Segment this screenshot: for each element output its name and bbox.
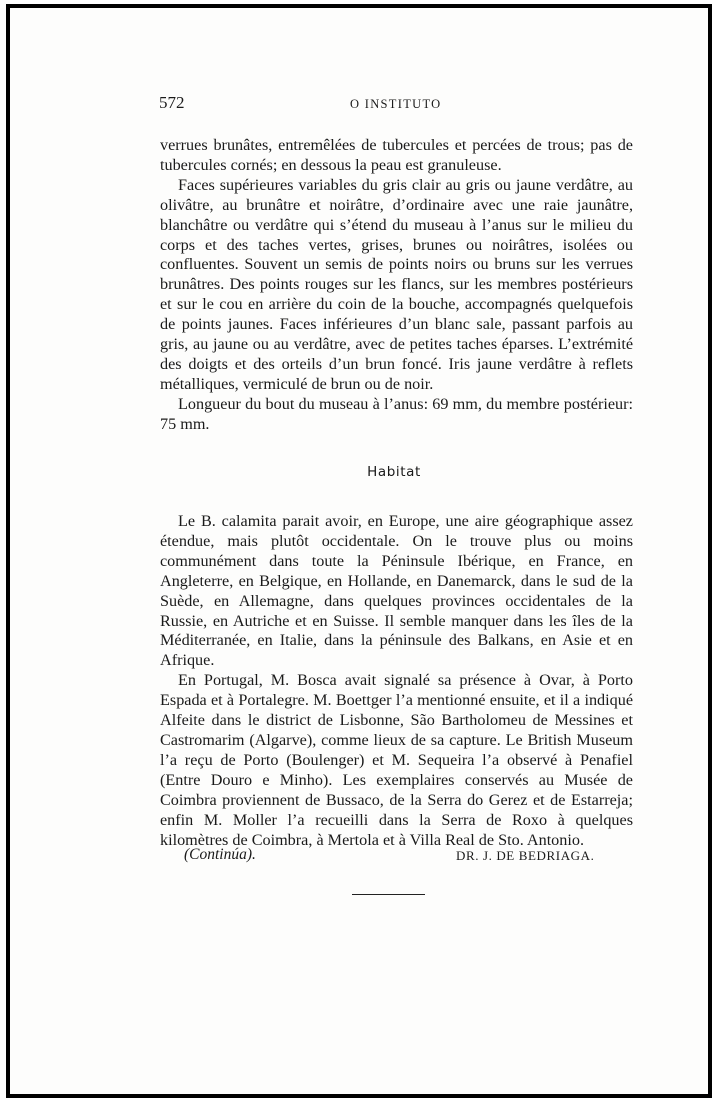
page-number: 572 — [159, 93, 185, 112]
habitat-section — [160, 512, 633, 850]
section-heading-habitat: Habitat — [367, 464, 421, 480]
continued-note: (Continúa). — [184, 846, 256, 863]
habitat-paragraph: Le B. calamita parait avoir, en Europe, une aire géographique assez étendue, mais plutôt occidentale. On le trouve plus ou moins communément dans toute la Péninsule Ibérique, en France, en Angleterre, en Belgique, en Hollande, en Danemarck, dans le sud de la Suède, en Allemagne, dans quelques provinces occidentales de la Russie, en Autriche et en Suisse. Il semble manquer dans les îles de la Méditerranée, en Italie, dans la péninsule des Balkans, en Asie et en Afrique. — [160, 512, 633, 670]
description-paragraph: Longueur du bout du museau à l’anus: 69 mm, du membre postérieur: 75 mm. — [160, 394, 633, 433]
habitat-paragraph: En Portugal, M. Bosca avait signalé sa présence à Ovar, à Porto Espada et à Portalegre. M. Boettger l’a mentionné ensuite, et il a indiqué Alfeite dans le district de Lisbonne, São Bartholomeu de Messines et Castromarim (Algarve), comme lieux de sa capture. Le British Museum l’a reçu de Porto (Boulenger) et M. Sequeira l’a observé à Penafiel (Entre Douro e Minho). Les exemplaires conservés au Musée de Coimbra proviennent de Bussaco, de la Serra do Gerez et de Estarreja; enfin M. Moller l’a recueilli dans la Serra de Roxo à quelques kilomètres de Coimbra, à Mertola et à Villa Real de Sto. Antonio. — [160, 671, 633, 849]
description-paragraph: verrues brunâtes, entremêlées de tubercules et percées de trous; pas de tubercules cornés; en dessous la peau est granuleuse. — [160, 136, 633, 174]
description-section — [160, 136, 633, 435]
description-paragraph: Faces supérieures variables du gris clair au gris ou jaune verdâtre, au olivâtre, au brunâtre et noirâtre, d’ordinaire avec une raie jaunâtre, blanchâtre ou verdâtre qui s’étend du museau à l’anus sur le milieu du corps et des taches vertes, grises, brunes ou noirâtres, isolées ou confluentes. Souvent un semis de points noirs ou bruns sur les verrues brunâtres. Des points rouges sur les flancs, sur les membres postérieurs et sur le cou en arrière du coin de la bouche, accompagnés quelquefois de points jaunes. Faces inférieures d’un blanc sale, passant parfois au gris, au jaune ou au verdâtre, avec de petites taches éparses. L’extrémité des doigts et des orteils d’un brun foncé. Iris jaune verdâtre à reflets métalliques, vermiculé de brun ou de noir. — [160, 175, 633, 393]
running-title: O INSTITUTO — [350, 97, 442, 111]
closing-rule — [352, 894, 425, 895]
author-signature: DR. J. DE BEDRIAGA. — [456, 848, 595, 863]
